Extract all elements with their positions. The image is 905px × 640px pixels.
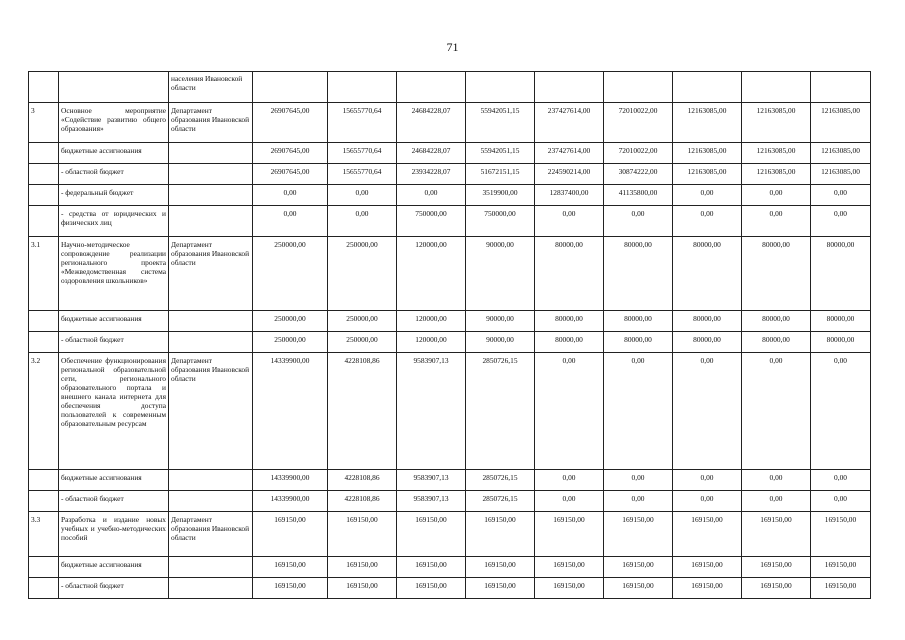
value-cell: 12163085,00 — [673, 143, 742, 164]
value-cell: 12163085,00 — [742, 103, 811, 143]
value-cell: 80000,00 — [604, 332, 673, 353]
table-row — [29, 143, 871, 164]
value-cell: 55942051,15 — [466, 143, 535, 164]
value-cell: 0,00 — [673, 491, 742, 512]
value-cell: 250000,00 — [328, 332, 397, 353]
value-cell: 169150,00 — [742, 578, 811, 599]
activity-name-cell — [59, 72, 169, 103]
value-cell: 0,00 — [811, 353, 871, 470]
activity-name-cell: Обеспечение функционирования региональной образовательной сети, регионального образовательного портала и внешнего канала интернета для обеспечения доступа пользователей к современным образовательным ресурсам — [59, 353, 169, 470]
value-cell: 80000,00 — [742, 332, 811, 353]
value-cell: 51672151,15 — [466, 164, 535, 185]
activity-name-cell: - областной бюджет — [59, 578, 169, 599]
value-cell: 250000,00 — [328, 237, 397, 311]
row-number-cell: 3 — [29, 103, 59, 143]
table-row — [29, 237, 871, 311]
value-cell: 0,00 — [535, 491, 604, 512]
executor-cell — [169, 143, 253, 164]
value-cell: 169150,00 — [742, 557, 811, 578]
value-cell: 169150,00 — [742, 512, 811, 557]
value-cell: 750000,00 — [466, 206, 535, 237]
value-cell: 169150,00 — [328, 578, 397, 599]
executor-cell — [169, 578, 253, 599]
table-row — [29, 557, 871, 578]
activity-name-cell: Научно-методическое сопровождение реализации регионального проекта «Межведомственная система оздоровления школьников» — [59, 237, 169, 311]
value-cell: 169150,00 — [604, 557, 673, 578]
value-cell: 169150,00 — [535, 578, 604, 599]
table-row — [29, 353, 871, 470]
value-cell: 169150,00 — [673, 512, 742, 557]
value-cell — [397, 72, 466, 103]
activity-name-cell: - областной бюджет — [59, 332, 169, 353]
value-cell: 169150,00 — [397, 557, 466, 578]
value-cell: 169150,00 — [604, 512, 673, 557]
executor-cell: Департамент образования Ивановской области — [169, 512, 253, 557]
value-cell: 90000,00 — [466, 332, 535, 353]
value-cell — [328, 72, 397, 103]
executor-cell — [169, 332, 253, 353]
value-cell: 169150,00 — [397, 512, 466, 557]
value-cell: 169150,00 — [673, 578, 742, 599]
value-cell: 250000,00 — [253, 311, 328, 332]
value-cell: 80000,00 — [742, 237, 811, 311]
executor-cell — [169, 491, 253, 512]
value-cell: 0,00 — [397, 185, 466, 206]
value-cell: 9583907,13 — [397, 470, 466, 491]
value-cell: 30874222,00 — [604, 164, 673, 185]
value-cell: 169150,00 — [811, 578, 871, 599]
row-number-cell: 3.2 — [29, 353, 59, 470]
value-cell: 80000,00 — [673, 311, 742, 332]
value-cell: 12163085,00 — [673, 164, 742, 185]
value-cell: 0,00 — [811, 185, 871, 206]
table-row — [29, 185, 871, 206]
row-number-cell: 3.3 — [29, 512, 59, 557]
value-cell: 224590214,00 — [535, 164, 604, 185]
value-cell: 250000,00 — [328, 311, 397, 332]
value-cell: 0,00 — [742, 206, 811, 237]
table-row — [29, 311, 871, 332]
value-cell: 55942051,15 — [466, 103, 535, 143]
value-cell: 24684228,07 — [397, 103, 466, 143]
table-row — [29, 512, 871, 557]
row-number-cell — [29, 164, 59, 185]
executor-cell — [169, 206, 253, 237]
value-cell: 0,00 — [742, 185, 811, 206]
value-cell: 12163085,00 — [811, 164, 871, 185]
value-cell: 169150,00 — [466, 578, 535, 599]
value-cell: 169150,00 — [397, 578, 466, 599]
value-cell: 237427614,00 — [535, 143, 604, 164]
value-cell: 12163085,00 — [811, 143, 871, 164]
activity-name-cell: бюджетные ассигнования — [59, 143, 169, 164]
value-cell: 169150,00 — [253, 578, 328, 599]
value-cell: 4228108,86 — [328, 491, 397, 512]
value-cell: 80000,00 — [604, 311, 673, 332]
value-cell: 80000,00 — [535, 311, 604, 332]
value-cell: 2850726,15 — [466, 491, 535, 512]
value-cell — [673, 72, 742, 103]
value-cell: 12163085,00 — [742, 164, 811, 185]
value-cell: 80000,00 — [811, 311, 871, 332]
value-cell: 24684228,07 — [397, 143, 466, 164]
value-cell: 169150,00 — [535, 512, 604, 557]
value-cell: 237427614,00 — [535, 103, 604, 143]
value-cell: 14339900,00 — [253, 470, 328, 491]
value-cell: 120000,00 — [397, 332, 466, 353]
row-number-cell — [29, 578, 59, 599]
activity-name-cell: бюджетные ассигнования — [59, 470, 169, 491]
activity-name-cell: бюджетные ассигнования — [59, 311, 169, 332]
executor-cell — [169, 557, 253, 578]
executor-cell — [169, 185, 253, 206]
value-cell: 0,00 — [604, 470, 673, 491]
activity-name-cell: - средства от юридических и физических лиц — [59, 206, 169, 237]
value-cell: 169150,00 — [466, 557, 535, 578]
value-cell: 15655770,64 — [328, 143, 397, 164]
value-cell: 0,00 — [742, 470, 811, 491]
value-cell: 0,00 — [535, 470, 604, 491]
value-cell: 0,00 — [253, 206, 328, 237]
value-cell: 12163085,00 — [742, 143, 811, 164]
value-cell: 0,00 — [604, 353, 673, 470]
table-row — [29, 103, 871, 143]
value-cell: 169150,00 — [604, 578, 673, 599]
budget-table — [28, 71, 871, 599]
value-cell: 4228108,86 — [328, 470, 397, 491]
value-cell: 80000,00 — [604, 237, 673, 311]
executor-cell — [169, 164, 253, 185]
value-cell: 750000,00 — [397, 206, 466, 237]
row-number-cell — [29, 72, 59, 103]
value-cell — [253, 72, 328, 103]
value-cell: 80000,00 — [742, 311, 811, 332]
value-cell: 4228108,86 — [328, 353, 397, 470]
table-row — [29, 206, 871, 237]
table-row — [29, 164, 871, 185]
value-cell: 0,00 — [328, 206, 397, 237]
value-cell: 0,00 — [673, 353, 742, 470]
activity-name-cell: Разработка и издание новых учебных и учебно-методических пособий — [59, 512, 169, 557]
row-number-cell — [29, 470, 59, 491]
value-cell: 12163085,00 — [673, 103, 742, 143]
value-cell: 0,00 — [673, 206, 742, 237]
value-cell: 0,00 — [673, 470, 742, 491]
value-cell — [604, 72, 673, 103]
value-cell: 0,00 — [673, 185, 742, 206]
page-number: 71 — [446, 40, 459, 54]
value-cell: 0,00 — [811, 206, 871, 237]
executor-cell — [169, 311, 253, 332]
value-cell: 120000,00 — [397, 311, 466, 332]
value-cell: 14339900,00 — [253, 491, 328, 512]
value-cell: 0,00 — [742, 491, 811, 512]
value-cell: 169150,00 — [328, 557, 397, 578]
activity-name-cell: бюджетные ассигнования — [59, 557, 169, 578]
row-number-cell — [29, 311, 59, 332]
row-number-cell — [29, 206, 59, 237]
value-cell: 90000,00 — [466, 311, 535, 332]
value-cell: 169150,00 — [253, 557, 328, 578]
value-cell: 15655770,64 — [328, 164, 397, 185]
value-cell: 80000,00 — [535, 237, 604, 311]
value-cell: 0,00 — [742, 353, 811, 470]
value-cell: 250000,00 — [253, 332, 328, 353]
value-cell: 169150,00 — [673, 557, 742, 578]
executor-cell: Департамент образования Ивановской области — [169, 237, 253, 311]
value-cell: 26907645,00 — [253, 164, 328, 185]
value-cell: 12837400,00 — [535, 185, 604, 206]
row-number-cell — [29, 185, 59, 206]
value-cell — [535, 72, 604, 103]
value-cell: 80000,00 — [673, 332, 742, 353]
value-cell: 0,00 — [811, 491, 871, 512]
value-cell: 23934228,07 — [397, 164, 466, 185]
value-cell: 0,00 — [535, 353, 604, 470]
value-cell: 12163085,00 — [811, 103, 871, 143]
value-cell — [811, 72, 871, 103]
table-row — [29, 578, 871, 599]
value-cell: 3519900,00 — [466, 185, 535, 206]
value-cell: 169150,00 — [811, 512, 871, 557]
value-cell: 80000,00 — [673, 237, 742, 311]
value-cell: 250000,00 — [253, 237, 328, 311]
table-row — [29, 491, 871, 512]
value-cell: 80000,00 — [535, 332, 604, 353]
value-cell: 9583907,13 — [397, 353, 466, 470]
value-cell: 0,00 — [253, 185, 328, 206]
row-number-cell — [29, 143, 59, 164]
value-cell: 2850726,15 — [466, 470, 535, 491]
value-cell: 169150,00 — [253, 512, 328, 557]
value-cell: 169150,00 — [328, 512, 397, 557]
value-cell — [742, 72, 811, 103]
value-cell: 169150,00 — [535, 557, 604, 578]
table-row — [29, 470, 871, 491]
value-cell — [466, 72, 535, 103]
value-cell: 0,00 — [328, 185, 397, 206]
row-number-cell — [29, 557, 59, 578]
table-row — [29, 72, 871, 103]
value-cell: 41135800,00 — [604, 185, 673, 206]
executor-cell — [169, 470, 253, 491]
executor-cell: Департамент образования Ивановской области — [169, 103, 253, 143]
value-cell: 26907645,00 — [253, 143, 328, 164]
executor-cell: населения Ивановской области — [169, 72, 253, 103]
value-cell: 15655770,64 — [328, 103, 397, 143]
value-cell: 0,00 — [811, 470, 871, 491]
activity-name-cell: - областной бюджет — [59, 491, 169, 512]
value-cell: 26907645,00 — [253, 103, 328, 143]
value-cell: 169150,00 — [811, 557, 871, 578]
value-cell: 14339900,00 — [253, 353, 328, 470]
row-number-cell: 3.1 — [29, 237, 59, 311]
value-cell: 80000,00 — [811, 332, 871, 353]
value-cell: 120000,00 — [397, 237, 466, 311]
activity-name-cell: - федеральный бюджет — [59, 185, 169, 206]
activity-name-cell: Основное мероприятие «Содействие развитию общего образования» — [59, 103, 169, 143]
executor-cell: Департамент образования Ивановской области — [169, 353, 253, 470]
value-cell: 72010022,00 — [604, 103, 673, 143]
value-cell: 169150,00 — [466, 512, 535, 557]
value-cell: 0,00 — [535, 206, 604, 237]
value-cell: 90000,00 — [466, 237, 535, 311]
row-number-cell — [29, 491, 59, 512]
value-cell: 72010022,00 — [604, 143, 673, 164]
activity-name-cell: - областной бюджет — [59, 164, 169, 185]
value-cell: 9583907,13 — [397, 491, 466, 512]
row-number-cell — [29, 332, 59, 353]
value-cell: 2850726,15 — [466, 353, 535, 470]
value-cell: 0,00 — [604, 491, 673, 512]
table-row — [29, 332, 871, 353]
value-cell: 80000,00 — [811, 237, 871, 311]
value-cell: 0,00 — [604, 206, 673, 237]
